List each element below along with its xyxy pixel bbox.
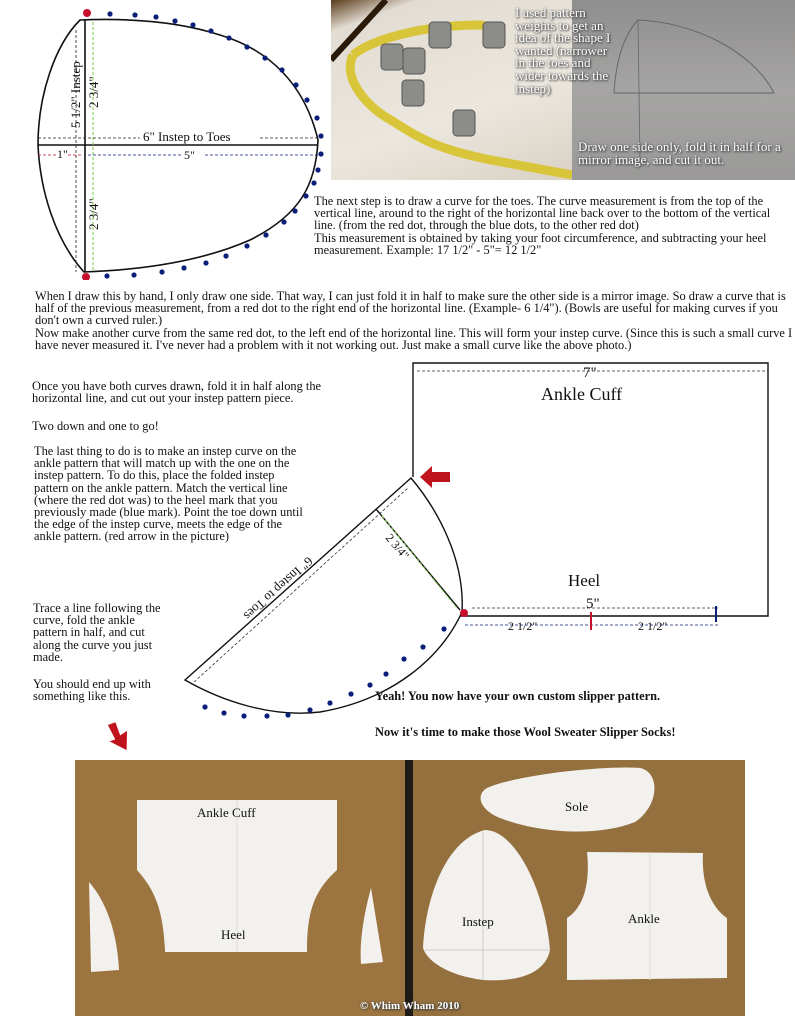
label-rotated-length: 6" Instep to Toes: [240, 553, 317, 624]
text-end-up: You should end up with something like this.: [33, 677, 151, 704]
scrap-left: [89, 882, 119, 972]
text-toe-curve: The next step is to draw a curve for the toes. The curve measurement is from the top of the vertical line, around to the right of the horizontal line back over to the bottom of the vertical line. (from the red dot, through the blue dots, to the other red dot): [314, 194, 771, 233]
photo-final-pieces: [405, 760, 745, 1016]
label-half-right: 2 1/2": [638, 619, 668, 633]
red-arrow-down: [105, 722, 135, 754]
red-arrow-left: [420, 466, 450, 488]
photo-label-ankle: Ankle: [628, 911, 660, 926]
caption-draw-one-side: Draw one side only, fold it in half for a mirror image, and cut it out.: [578, 139, 781, 167]
label-top-half: 2 3/4": [86, 76, 101, 108]
photo-label-sole: Sole: [565, 799, 589, 814]
photo-ankle-cuff: [75, 760, 405, 1016]
blue-dots-rotated: [202, 626, 446, 718]
photo-label-heel: Heel: [221, 927, 246, 942]
label-right-5in: 5": [184, 148, 195, 162]
text-draw-by-hand: When I draw this by hand, I only draw one side. That way, I can just fold it in half to make sure the other side is a mirror image. So draw a curve that is half of the previous measurement, from a red dot to the right end of the horizontal line. (Example- 6 1/4"). (Bowls are useful for making curves if you don't own a curved ruler.): [35, 289, 786, 328]
label-rotated-half: 2 3/4": [382, 530, 413, 563]
rotated-instep-outline: [185, 478, 462, 713]
photo-pattern-weights: [331, 0, 795, 180]
photo-label-ankle-cuff: Ankle Cuff: [197, 805, 256, 820]
paragraph-draw-by-hand: [35, 290, 793, 351]
text-yeah: Yeah! You now have your own custom slipper pattern.: [375, 689, 661, 703]
text-last-thing: The last thing to do is to make an instep curve on the ankle pattern that will match up with the one on the instep pattern. To do this, place the folded instep pattern on the ankle pattern. Match the vertical line (where the red dot was) to the heel mark that you previously made (blue mark). Point the toe down until the edge of the instep curve, meets the edge of the ankle pattern. (red arrow in the picture): [34, 444, 303, 544]
scrap-right: [361, 888, 383, 964]
instep-pattern-diagram: [0, 0, 330, 280]
text-now-time: Now it's time to make those Wool Sweater Slipper Socks!: [375, 725, 676, 739]
paragraph-toe-curve: [314, 195, 794, 256]
label-ankle-cuff: Ankle Cuff: [541, 384, 623, 404]
red-dot-bottom: [82, 273, 90, 280]
copyright: © Whim Wham 2010: [360, 1000, 460, 1012]
label-instep-to-toes: 6" Instep to Toes: [143, 129, 231, 144]
text-fold: Once you have both curves drawn, fold it in half along the horizontal line, and cut out your instep pattern piece.: [32, 379, 322, 406]
text-instep-curve: Now make another curve from the same red dot, to the left end of the horizontal line. This will form your instep curve. (Since this is such a small curve I have never measured it. I've never had a problem with it not working out. Just make a small curve like the above photo.): [35, 325, 793, 352]
text-trace: Trace a line following the curve, fold the ankle pattern in half, and cut along the curve you just made.: [33, 601, 161, 664]
label-half-left: 2 1/2": [508, 619, 538, 633]
label-instep-height: 5 1/2" Instep: [68, 61, 83, 128]
text-two-down: Two down and one to go!: [32, 419, 159, 433]
red-dot: [460, 609, 468, 617]
label-width-7in: 7": [583, 365, 597, 381]
label-heel-5in: 5": [586, 596, 600, 612]
photo-label-instep: Instep: [462, 914, 494, 929]
red-dot-top: [83, 9, 91, 17]
label-heel: Heel: [568, 571, 601, 590]
instep-piece: [423, 830, 550, 980]
label-bottom-half: 2 3/4": [86, 198, 101, 230]
label-left-1in: 1": [57, 147, 68, 161]
ankle-cuff-diagram: [170, 360, 795, 720]
caption-pattern-weights: I used pattern weights to get an idea of the shape I wanted (narrower in the toes and wider towards the instep): [515, 5, 611, 96]
text-toe-measurement: This measurement is obtained by taking your foot circumference, and subtracting your heel measurement. Example: 17 1/2" - 5"= 12 1/2": [314, 230, 767, 257]
